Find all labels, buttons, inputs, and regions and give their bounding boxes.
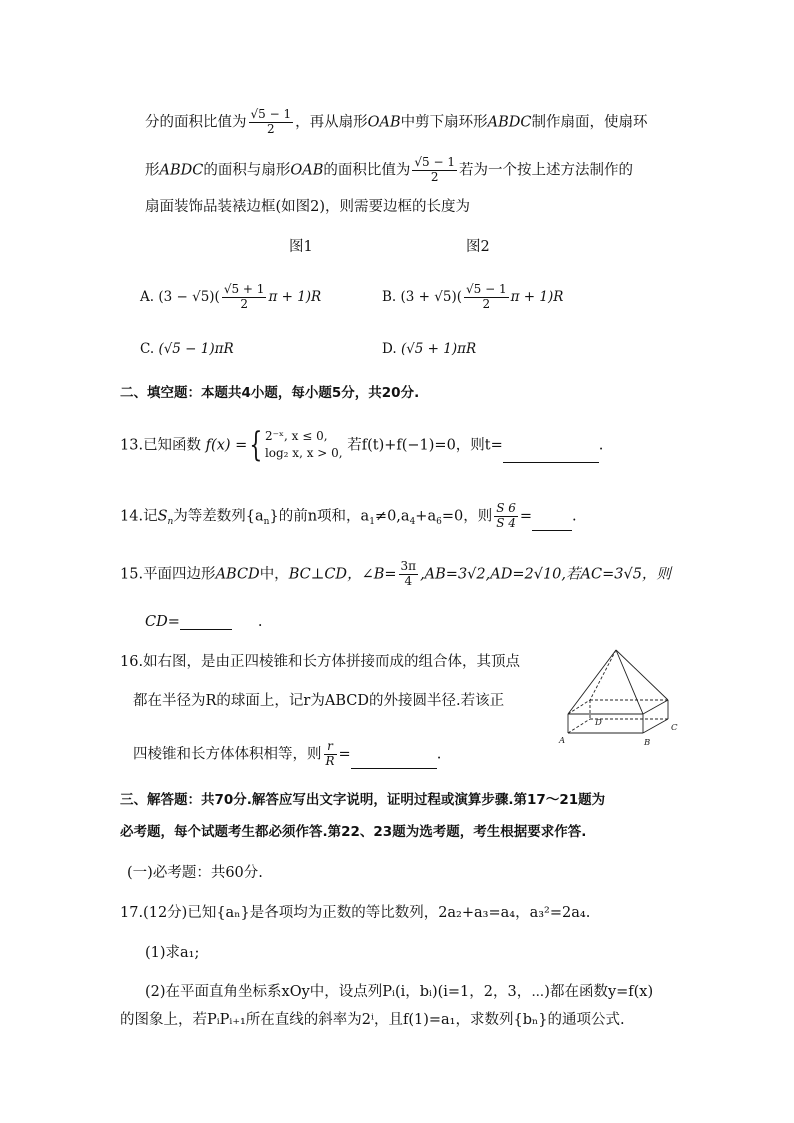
question-17-part-1: (1)求a₁; (145, 945, 200, 961)
fraction-numerator: r (324, 740, 337, 755)
text-span: . (598, 437, 604, 454)
fraction-denominator: 2 (482, 296, 491, 311)
option-d-label: D. (382, 341, 397, 357)
question-17-line-1: 17.(12分)已知{aₙ}是各项均为正数的等比数列，2a₂+a₃=a₄，a₃²=2a₄. (120, 905, 591, 921)
math-oab: OAB (290, 162, 324, 179)
subscript: n (263, 517, 270, 528)
text-span: ≠0,a (374, 508, 410, 525)
text-span: . (436, 746, 442, 763)
fraction-numerator: √5 + 1 (223, 282, 265, 296)
fraction (399, 560, 419, 589)
text-span: . (257, 614, 263, 630)
question-16-line-2: 都在半径为R的球面上，记r为ABCD的外接圆半径.若该正 (133, 693, 505, 709)
case-2: log₂ x, x > 0, (264, 446, 343, 461)
section-2-heading: 二、填空题：本题共4小题，每小题5分，共20分. (120, 385, 420, 401)
fraction (412, 156, 457, 185)
section-3-heading-line-2: 必考题，每个试题考生都必须作答.第22、23题为选考题，考生根据要求作答. (120, 824, 587, 840)
option-b (382, 283, 563, 312)
text-span: 平面四边形 (143, 566, 216, 583)
pyramid-box-figure (558, 648, 688, 750)
question-17-part-2-line-2: 的图象上，若PᵢPᵢ₊₁所在直线的斜率为2ⁱ，且f(1)=a₁，求数列{bₙ}的通项公式. (120, 1012, 625, 1028)
text-span: 四棱锥和长方体体积相等，则 (133, 746, 322, 763)
option-d (382, 341, 476, 357)
fraction-numerator: √5 − 1 (250, 107, 292, 121)
text-span: 已知函数 (143, 437, 202, 454)
option-d-text: (√5 + 1)πR (400, 341, 477, 357)
text-span: ，再从扇形 (295, 114, 368, 131)
paragraph-line-3: 扇面装饰品装裱边框(如图2)，则需要边框的长度为 (145, 199, 471, 215)
math-abcd: ABCD (215, 566, 260, 583)
vertex-b-label: B (644, 738, 651, 748)
text-span: (3 − √5)( (158, 288, 220, 305)
text-span: π + 1)R (510, 288, 564, 305)
question-15 (120, 560, 671, 589)
figure-2-label: 图2 (466, 239, 490, 255)
fraction-numerator: S 6 (496, 501, 516, 515)
question-number: 16. (120, 654, 144, 670)
math-fx: f(x) = (205, 437, 248, 454)
subscript: n (167, 517, 174, 528)
case-1: 2⁻ˣ, x ≤ 0, (264, 429, 328, 443)
text-span: +a (415, 508, 437, 525)
text-span: 形 (145, 162, 160, 179)
question-number: 15. (120, 566, 144, 583)
math-s: S (157, 508, 168, 525)
question-15-line-2 (145, 614, 262, 630)
text-span: 若为一个按上述方法制作的 (458, 162, 633, 179)
text-span: 中剪下扇环形 (400, 114, 488, 131)
section-3-heading-line-1: 三、解答题：共70分.解答应写出文字说明，证明过程或演算步骤.第17～21题为 (120, 792, 606, 808)
brace-icon: { (249, 425, 263, 466)
option-c-text: (√5 − 1)πR (158, 341, 234, 357)
text-span: CD= (145, 614, 180, 630)
question-number: 13. (120, 437, 144, 454)
text-span: BC⊥CD，∠B= (288, 566, 397, 583)
vertex-d-label: D (595, 718, 602, 728)
fraction-numerator: √5 − 1 (466, 282, 507, 296)
fraction (464, 283, 509, 312)
vertex-a-label: A (559, 736, 566, 746)
question-14 (120, 502, 577, 531)
fraction-denominator: 2 (430, 169, 439, 184)
question-17-part-2-line-1: (2)在平面直角坐标系xOy中，设点列Pᵢ(i，bᵢ)(i=1，2，3，⋯)都在函数y=f(x) (145, 984, 654, 1000)
answer-blank[interactable] (180, 614, 232, 630)
text-span: ,AB=3√2,AD=2√10,若AC=3√5，则 (420, 566, 671, 583)
math-abdc: ABDC (487, 114, 532, 131)
text-span: = (519, 508, 533, 525)
text-span: = (338, 746, 351, 763)
question-13 (120, 425, 604, 466)
fraction (222, 283, 267, 312)
fraction (324, 740, 337, 769)
fraction-denominator: 2 (240, 296, 248, 311)
fraction-denominator: S 4 (496, 515, 516, 530)
option-b-label: B. (382, 288, 397, 305)
question-16-line-3 (133, 740, 441, 769)
vertex-c-label: C (671, 723, 678, 733)
answer-blank[interactable] (351, 753, 437, 769)
option-a (140, 283, 321, 312)
option-a-label: A. (140, 288, 155, 305)
text-span: }的前n项和，a (269, 508, 370, 525)
text-span: 若f(t)+f(−1)=0，则t= (347, 437, 503, 454)
text-span: 的面积与扇形 (203, 162, 291, 179)
answer-blank[interactable] (503, 447, 599, 463)
text-span: 为等差数列{a (173, 508, 264, 525)
math-abdc: ABDC (159, 162, 204, 179)
text-span: =0，则 (441, 508, 493, 525)
subscript: 6 (436, 517, 442, 528)
subscript: 1 (369, 517, 375, 528)
fraction-denominator: 2 (266, 121, 275, 136)
question-16-line-1 (120, 655, 520, 670)
option-c-label: C. (140, 341, 155, 357)
fraction-numerator: √5 − 1 (414, 155, 455, 169)
paragraph-line-1 (145, 108, 647, 137)
text-span: π + 1)R (268, 288, 322, 305)
text-span: 制作扇面，使扇环 (531, 114, 648, 131)
text-span: 的面积比值为 (323, 162, 411, 179)
fraction-denominator: 4 (404, 573, 413, 588)
text-span: . (572, 508, 577, 525)
subscript: 4 (409, 517, 416, 528)
piecewise-cases (265, 428, 343, 463)
paragraph-line-2 (145, 156, 633, 185)
option-c (140, 341, 234, 357)
math-oab: OAB (367, 114, 401, 131)
part-1-heading: (一)必考题：共60分. (127, 865, 263, 881)
fraction-numerator: 3π (400, 559, 417, 573)
text-span: 如右图，是由正四棱锥和长方体拼接而成的组合体，其顶点 (143, 654, 521, 670)
text-span: 中， (259, 566, 289, 583)
text-span: (3 + √5)( (400, 288, 462, 305)
answer-blank[interactable] (532, 515, 572, 531)
question-number: 14. (120, 508, 144, 525)
fraction (494, 502, 518, 531)
fraction (249, 108, 294, 137)
text-span: 分的面积比值为 (145, 114, 247, 131)
fraction-denominator: R (325, 753, 335, 768)
figure-1-label: 图1 (289, 239, 313, 255)
text-span: 记 (143, 508, 158, 525)
